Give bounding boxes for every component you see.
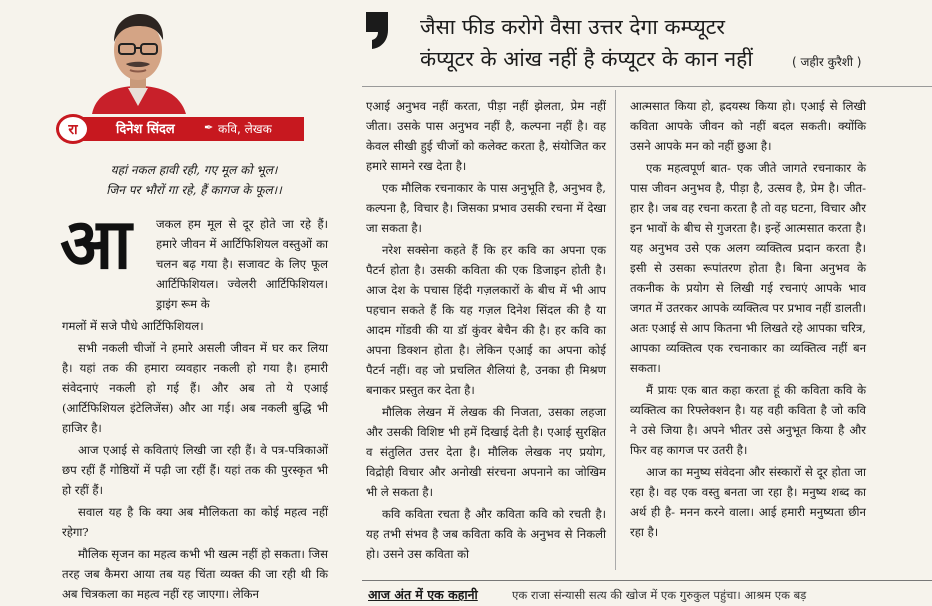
couplet-line-2: जिन पर भौरों गा रहे, हैं कागज के फूल।। [106, 183, 282, 197]
teaser-text: एक राजा संन्यासी सत्य की खोज में एक गुरुकुल पहुंचा। आश्रम एक बड़ [512, 588, 807, 602]
column1-top-text: जकल हम मूल से दूर होते जा रहे हैं। हमारे जीवन में आर्टिफिशियल वस्तुओं का चलन बढ़ गया है। सजावट के लिए फूल आर्टिफिशियल। ज्वेलरी आर्टिफिशियल। ड्राइंग रूम के [156, 217, 328, 311]
column2 [366, 96, 606, 566]
column3 [630, 96, 866, 544]
headline-divider [362, 86, 932, 87]
headline-line-2: कंप्यूटर के आंख नहीं है कंप्यूटर के कान नहीं [420, 47, 753, 71]
column1-paragraph: सभी नकली चीजों ने हमारे असली जीवन में घर कर लिया है। यहां तक की हमारा व्यवहार नकली हो गया है। हमारी संवेदनाएं नकली हो गई हैं। और अब तो ये एआई (आर्टिफिशियल इंटेलिजेंस) और आ गई। अब नकली बुद्धि भी हाजिर है। [62, 341, 328, 435]
author-band [56, 114, 302, 144]
couplet-line-1: यहां नकल हावी रही, गए मूल को भूल। [110, 163, 278, 177]
column1-paragraph: सवाल यह है कि क्या अब मौलिकता का कोई महत्व नहीं रहेगा? [62, 505, 328, 539]
dropcap: आ [60, 203, 132, 285]
author-role: कवि, लेखक [218, 122, 272, 136]
headline-line-1: जैसा फीड करोगे वैसा उत्तर देगा कम्प्यूटर [420, 15, 725, 39]
teaser-divider [362, 580, 932, 581]
column3-paragraph: एक महत्वपूर्ण बात- एक जीते जागते रचनाकार के पास जीवन अनुभव है, पीड़ा है, उत्सव है, प्रेम है। जीत- हार है। जब वह रचना करता है तो वह घटना, विचार और इन भावों के बीच से गुजरता है। इन्हें आत्मसात करता है। यह अनुभव उसे एक अलग व्यक्तित्व प्रदान करता है। इसी से उसका रूपांतरण होता है। बिना अनुभव के तकनीक के प्रयोग से लिखी गई रचनाएं आपके भाव जगत में उतरकर आपके व्यक्तित्व पर प्रभाव नहीं डालती। अतः एआई से आप कितना भी लिखते रहे आपका चरित्र, आपका व्यक्तित्व एक रचनाकार का व्यक्तित्व नहीं बन सकता। [630, 161, 866, 375]
column3-paragraph: मैं प्रायः एक बात कहा करता हूं की कविता कवि के व्यक्तित्व का रिफ्लेक्शन है। यह वही कविता है जो कवि ने उसे जिया है। अपने भीतर उसे अनुभूत किया है और फिर वह कागज पर उतरी है। [630, 383, 866, 457]
column1-paragraph: गमलों में सजे पौधे आर्टिफिशियल। [62, 319, 204, 333]
column2-paragraph: कवि कविता रचता है और कविता कवि को रचती है। यह तभी संभव है जब कविता कवि के अनुभव से निकली हो। उसने उस कविता को [366, 507, 606, 561]
column-divider [615, 90, 616, 570]
author-logo: रा [56, 114, 90, 144]
teaser-heading: आज अंत में एक कहानी [368, 587, 478, 602]
column1-paragraph: आज एआई से कविताएं लिखी जा रही हैं। वे पत्र-पत्रिकाओं छप रहीं हैं गोष्ठियों में पढ़ी जा रहीं हैं। यहां तक की पुरस्कृत भी हो रहीं हैं। [62, 443, 328, 497]
column2-paragraph: एक मौलिक रचनाकार के पास अनुभूति है, अनुभव है, कल्पना है, विचार है। जिसका प्रभाव उसकी रचना में देखा जा सकता है। [366, 181, 606, 235]
column2-paragraph: एआई अनुभव नहीं करता, पीड़ा नहीं झेलता, प्रेम नहीं जीता। उसके पास अनुभव नहीं है, कल्पना नहीं है। वह केवल सीखी हुई चीजों को कलेक्ट करता है, संयोजित कर हमारे सामने रख देता है। [366, 99, 606, 173]
headline-byline: ( जहीर कुरैशी ) [792, 55, 862, 69]
column1 [62, 316, 328, 606]
pen-icon: ✒ [204, 121, 214, 134]
column1-paragraph: मौलिक सृजन का महत्व कभी भी खत्म नहीं हो सकता। जिस तरह जब कैमरा आया तब यह चिंता व्यक्त की जा रही थी कि अब चित्रकला का महत्व नहीं रह जाएगा। लेकिन [62, 547, 328, 601]
author-name: दिनेश सिंदल [116, 122, 175, 137]
column3-paragraph: आत्मसात किया हो, ह्रदयस्थ किया हो। एआई से लिखी कविता आपके जीवन को नहीं बदल सकती। क्योंकि उसने आपके मन को नहीं छुआ है। [630, 99, 866, 153]
author-photo [86, 6, 190, 114]
column2-paragraph: मौलिक लेखन में लेखक की निजता, उसका लहजा और उसकी विशिष्ट भी हमें दिखाई देती है। एआई सुरक्षित व संतुलित उत्तर देता है। मौलिक लेखक नए प्रयोग, विद्रोही विचार और अनोखी संरचना अपनाने का जोखिम भी ले सकता है। [366, 405, 606, 499]
column1-top [156, 214, 328, 314]
column2-paragraph: नरेश सक्सेना कहते हैं कि हर कवि का अपना एक पैटर्न होता है। उसकी कविता की एक डिजाइन होती है। आज देश के पचास हिंदी गज़लकारों के बीच में भी आप पहचान सकते हैं कि यह गज़ल दिनेश सिंदल की है या आदम गोंडवी की या डॉ कुंवर बेचैन की है। हर कवि का अपना डिक्शन होता है। लेकिन एआई का अपना कोई पैटर्न नहीं। वह जो प्रचलित शैलियां है, उनका ही मिश्रण बनाकर प्रस्तुत कर देता है। [366, 243, 606, 397]
couplet [56, 160, 332, 200]
column3-paragraph: आज का मनुष्य संवेदना और संस्कारों से दूर होता जा रहा है। वह एक वस्तु बनता जा रहा है। मनुष्य शब्द का अर्थ ही है- मनन करने वाला। आई हमारी मनुष्यता छीन रहा है। [630, 465, 866, 539]
quote-mark-icon [362, 10, 392, 50]
